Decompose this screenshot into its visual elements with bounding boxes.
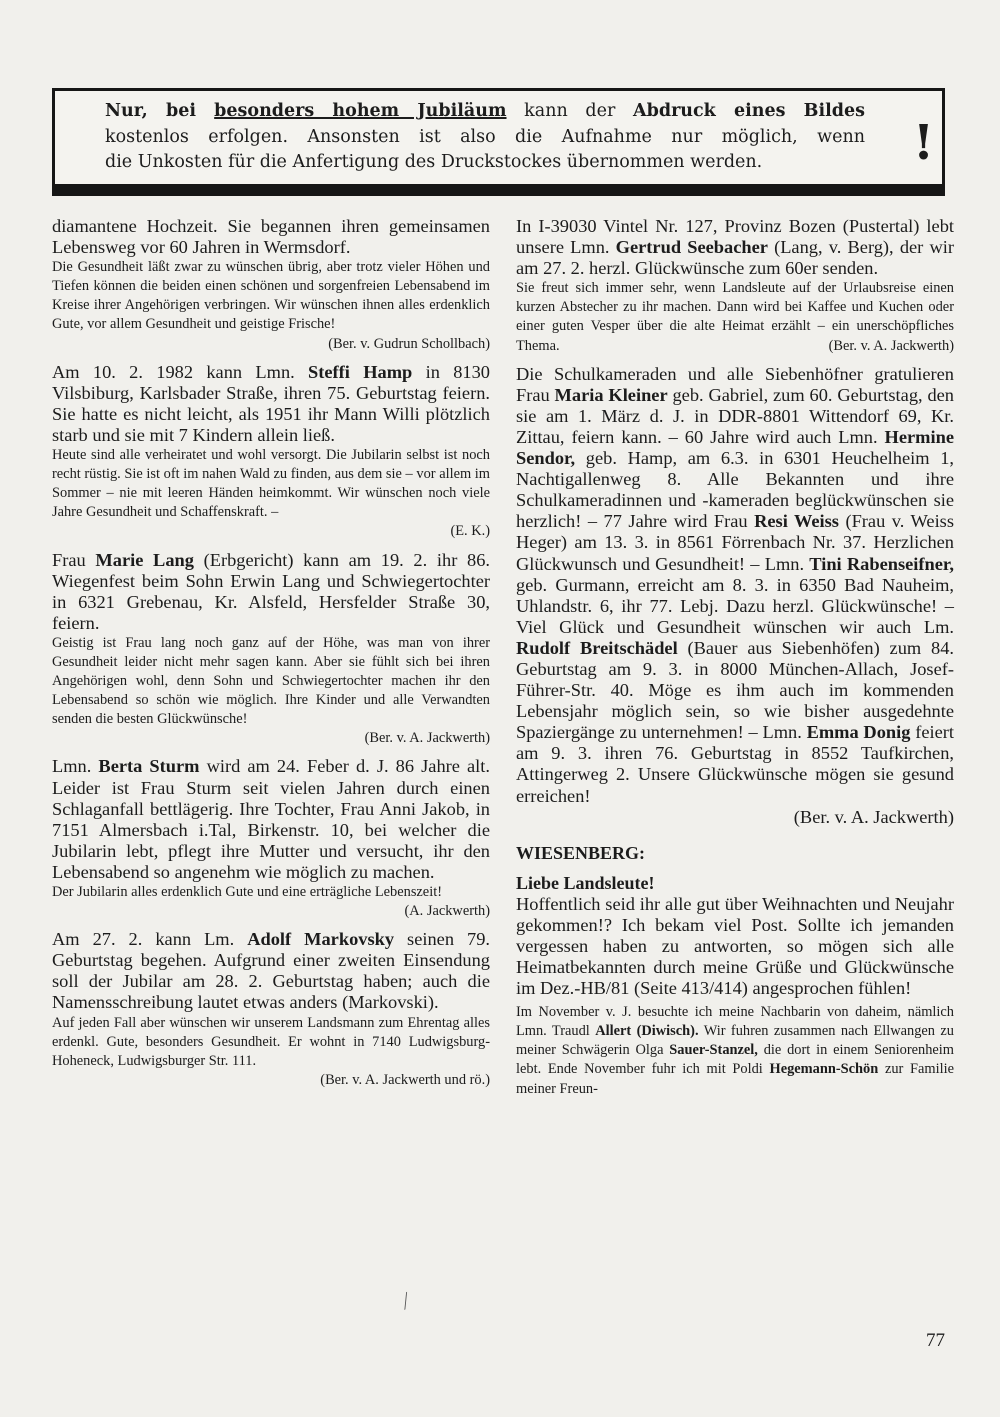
letter-paragraph-1: Hoffentlich seid ihr alle gut über Weihnachten und Neujahr gekommen!? Ich bekam viel Post. Sollte ich jemanden vergessen haben zu antworten, so mögen sich alle Heimatbekannten durch meine Grüße und Glückwünsche im Dez.-HB/81 (Seite 413/414) angesprochen fühlen! xyxy=(516,893,954,999)
article-2-text xyxy=(52,362,490,446)
article-2-a: Am 10. 2. 1982 kann Lmn. xyxy=(52,361,309,382)
article-5-name: Adolf Markovsky xyxy=(247,929,395,950)
article-3-b: (Erbgericht) kann am 19. 2. ihr 86. Wiegenfest beim Sohn Erwin Lang und Schwiegertochter in 6321 Grebenau, Kr. Alsfeld, Hersfelder Straße 30, feiern. xyxy=(52,549,490,633)
article-5-signature: (Ber. v. A. Jackwerth und rö.) xyxy=(320,1071,490,1088)
article-3-detail: Geistig ist Frau lang noch ganz auf der Höhe, was man von ihrer Gesundheit leider nicht mehr sagen kann. Aber sie fühlt sich bei ihren Angehörigen wohl, denn Sohn und Schwiegertochter machen ihr den Lebensabend so schön wie möglich. Ihre Kinder und alle Verwandten senden die besten Glückwünsche! xyxy=(52,634,490,728)
article-6-detail-text: Sie freut sich immer sehr, wenn Landsleute auf der Urlaubsreise einen kurzen Abstecher zu ihr machen. Dann wird bei Kaffee und Kuchen oder einer guten Vesper über die alte Heimat erzählt – ein unerschöpfliches Thema. xyxy=(516,280,954,354)
article-3-a: Frau xyxy=(52,549,96,570)
article-7-name-5: Rudolf Breitschädel xyxy=(516,637,678,658)
letter-p2-d: zur Familie meiner Freun- xyxy=(516,1061,954,1097)
article-3-text xyxy=(52,550,490,634)
article-7-a: Die Schulkameraden und alle Siebenhöfner gratulieren Frau xyxy=(516,363,954,405)
article-4-text xyxy=(52,756,490,883)
letter-p2-name-2: Sauer-Stanzel, xyxy=(669,1042,758,1059)
article-2-signature: (E. K.) xyxy=(450,523,490,540)
article-4-a: Lmn. xyxy=(52,756,99,777)
article-3-signature: (Ber. v. A. Jackwerth) xyxy=(364,730,490,747)
article-3-name: Marie Lang xyxy=(95,549,194,570)
page-number: 77 xyxy=(926,1330,945,1351)
article-7-name-3: Resi Weiss xyxy=(754,511,839,532)
article-4-b: wird am 24. Feber d. J. 86 Jahre alt. Leider ist Frau Sturm seit vielen Jahren durch einen Schlaganfall bettlägerig. Ihre Tochter, Frau Anni Jakob, in 7151 Almersbach i.Tal, Birkenstr. 10, bei welcher die Jubilarin lebt, pflegt ihre Mutter und versucht, ihr den Lebensabend so angenehm wie möglich zu machen. xyxy=(52,756,490,882)
article-5-a: Am 27. 2. kann Lm. xyxy=(52,929,248,950)
notice-comma: , xyxy=(141,101,148,121)
right-column xyxy=(516,216,954,1099)
article-6-detail xyxy=(516,279,954,355)
notice-line-1 xyxy=(105,99,865,125)
article-1-signature: (Ber. v. Gudrun Schollbach) xyxy=(328,335,490,352)
article-7-g: feiert am 9. 3. ihren 76. Geburtstag in 8552 Taufkirchen, Attingerweg 2. Unsere Glückwünsche mögen sie gesund erreichen! xyxy=(516,722,954,806)
article-1-text: diamantene Hochzeit. Sie begannen ihren gemeinsamen Lebensweg vor 60 Jahren in Wermsdorf. xyxy=(52,216,490,258)
notice-box xyxy=(52,88,945,196)
letter-p2-name-3: Hegemann-Schön xyxy=(769,1061,879,1078)
notice-bei: bei xyxy=(147,101,215,121)
notice-mid: kann der xyxy=(506,101,634,121)
left-column xyxy=(52,216,490,1090)
article-6-b: (Lang, v. Berg), der wir am 27. 2. herzl. Glückwünsche zum 60er senden. xyxy=(516,237,954,279)
letter-paragraph-2 xyxy=(516,1003,954,1098)
article-2-b: in 8130 Vilsbiburg, Karlsbader Straße, ihren 75. Geburtstag feiern. Sie hatte es nicht leicht, als 1951 ihr Mann Willi plötzlich starb und sie mit 7 Kindern allein ließ. xyxy=(52,361,490,445)
article-5-text xyxy=(52,929,490,1013)
article-7-name-6: Emma Donig xyxy=(806,722,911,743)
notice-line-3: die Unkosten für die Anfertigung des Druckstockes übernommen werden. xyxy=(105,152,763,172)
article-7-name-2: Hermine Sendor, xyxy=(516,426,954,469)
article-5-b: seinen 79. Geburtstag begehen. Aufgrund einer zweiten Einsendung soll der Jubilar am 28. 2. Geburtstag haben; auch die Namensschreibung lautet etwas anders (Markovski). xyxy=(52,929,490,1013)
letter-p2-c: die dort in einem Seniorenheim lebt. Ende November fuhr ich mit Poldi xyxy=(516,1042,954,1078)
article-7-name-1: Maria Kleiner xyxy=(554,384,668,405)
article-7-d: (Frau v. Weiss Heger) am 13. 3. in 8561 Förrenbach Nr. 37. Herzlichen Glückwunsch und Gesundheit! – Lmn. xyxy=(516,511,954,574)
notice-text xyxy=(105,99,865,176)
article-4-name: Berta Sturm xyxy=(98,756,200,777)
article-2-detail: Heute sind alle verheiratet und wohl versorgt. Die Jubilarin selbst ist noch recht rüstig. Sie ist oft im nahen Wald zu finden, aus dem sie – vor allem im Sommer – nie mit leeren Händen heimkommt. Wir wünschen noch viele Jahre Gesundheit und Schaffenskraft. – xyxy=(52,447,490,521)
article-7-signature: (Ber. v. A. Jackwerth) xyxy=(793,806,954,827)
greeting: Liebe Landsleute! xyxy=(516,872,655,893)
article-6-text xyxy=(516,216,954,279)
article-7-f: (Bauer aus Siebenhöfen) zum 84. Geburtstag am 9. 3. in 8000 München-Allach, Josef-Führer-Str. 40. Möge es ihm auch im kommenden Lebensjahr möglich sein, so wie bisher ausgedehnte Spaziergänge zu unternehmen! – Lmn. xyxy=(516,637,955,743)
article-4-signature: (A. Jackwerth) xyxy=(404,903,490,920)
notice-line-2: kostenlos erfolgen. Ansonsten ist also die Aufnahme nur möglich, wenn xyxy=(105,126,865,147)
article-7-b: geb. Gabriel, zum 60. Geburtstag, den sie am 1. März d. J. in DDR-8801 Wittendorf 69, Kr. Zittau, feiern kann. – 60 Jahre wird auch Lmn. xyxy=(516,384,954,447)
pen-mark: ⁄ xyxy=(397,1288,414,1313)
article-7-e: geb. Gurmann, erreicht am 8. 3. in 6350 Bad Nauheim, Uhlandstr. 6, ihr 77. Lebj. Dazu herzl. Glückwünsche! – Viel Glück und Gesundheit wünschen wir auch Lm. xyxy=(516,574,954,637)
letter-p2-name-1: Allert (Diwisch). xyxy=(595,1023,699,1040)
article-7-text xyxy=(516,364,954,807)
article-7-name-4: Tini Rabenseifner, xyxy=(809,553,955,574)
notice-bold-end: Abdruck eines Bildes xyxy=(633,101,865,121)
article-7-c: geb. Hamp, am 6.3. in 6301 Heuchelheim 1, Nachtigallenweg 8. Alle Bekannten und ihre Schulkameradinnen und -kameraden beglückwünschen sie herzlich! – 77 Jahre wird Frau xyxy=(516,448,954,532)
article-5-detail: Auf jeden Fall aber wünschen wir unserem Landsmann zum Ehrentag alles erdenkl. Gute, besonders Gesundheit. Er wohnt in 7140 Ludwigsburg-Hoheneck, Ludwigsburger Str. 111. xyxy=(52,1014,490,1069)
article-6-a: In I-39030 Vintel Nr. 127, Provinz Bozen (Pustertal) lebt unsere Lmn. xyxy=(516,216,954,258)
letter-p2-a: Im November v. J. besuchte ich meine Nachbarin von daheim, nämlich Lmn. Traudl xyxy=(516,1004,954,1040)
exclamation-mark: ! xyxy=(913,115,935,171)
letter-p2-b: Wir fuhren zusammen nach Ellwangen zu meiner Schwägerin Olga xyxy=(516,1023,954,1059)
notice-nur: Nur xyxy=(105,101,142,121)
article-2-name: Steffi Hamp xyxy=(308,361,413,382)
article-4-detail: Der Jubilarin alles erdenklich Gute und eine erträgliche Lebenszeit! xyxy=(52,884,442,900)
notice-underlined: besonders hohem Jubiläum xyxy=(214,101,507,121)
article-6-name: Gertrud Seebacher xyxy=(615,237,768,258)
section-heading: WIESENBERG: xyxy=(516,842,646,863)
article-1-detail: Die Gesundheit läßt zwar zu wünschen übrig, aber trotz vieler Höhen und Tiefen können die beiden einen schönen und sorgenfreien Lebensabend im Kreise ihrer Angehörigen verbringen. Wir wünschen ihnen alles erdenklich Gute, vor allem Gesundheit und geistige Frische! xyxy=(52,259,490,333)
article-6-signature: (Ber. v. A. Jackwerth) xyxy=(828,337,954,354)
